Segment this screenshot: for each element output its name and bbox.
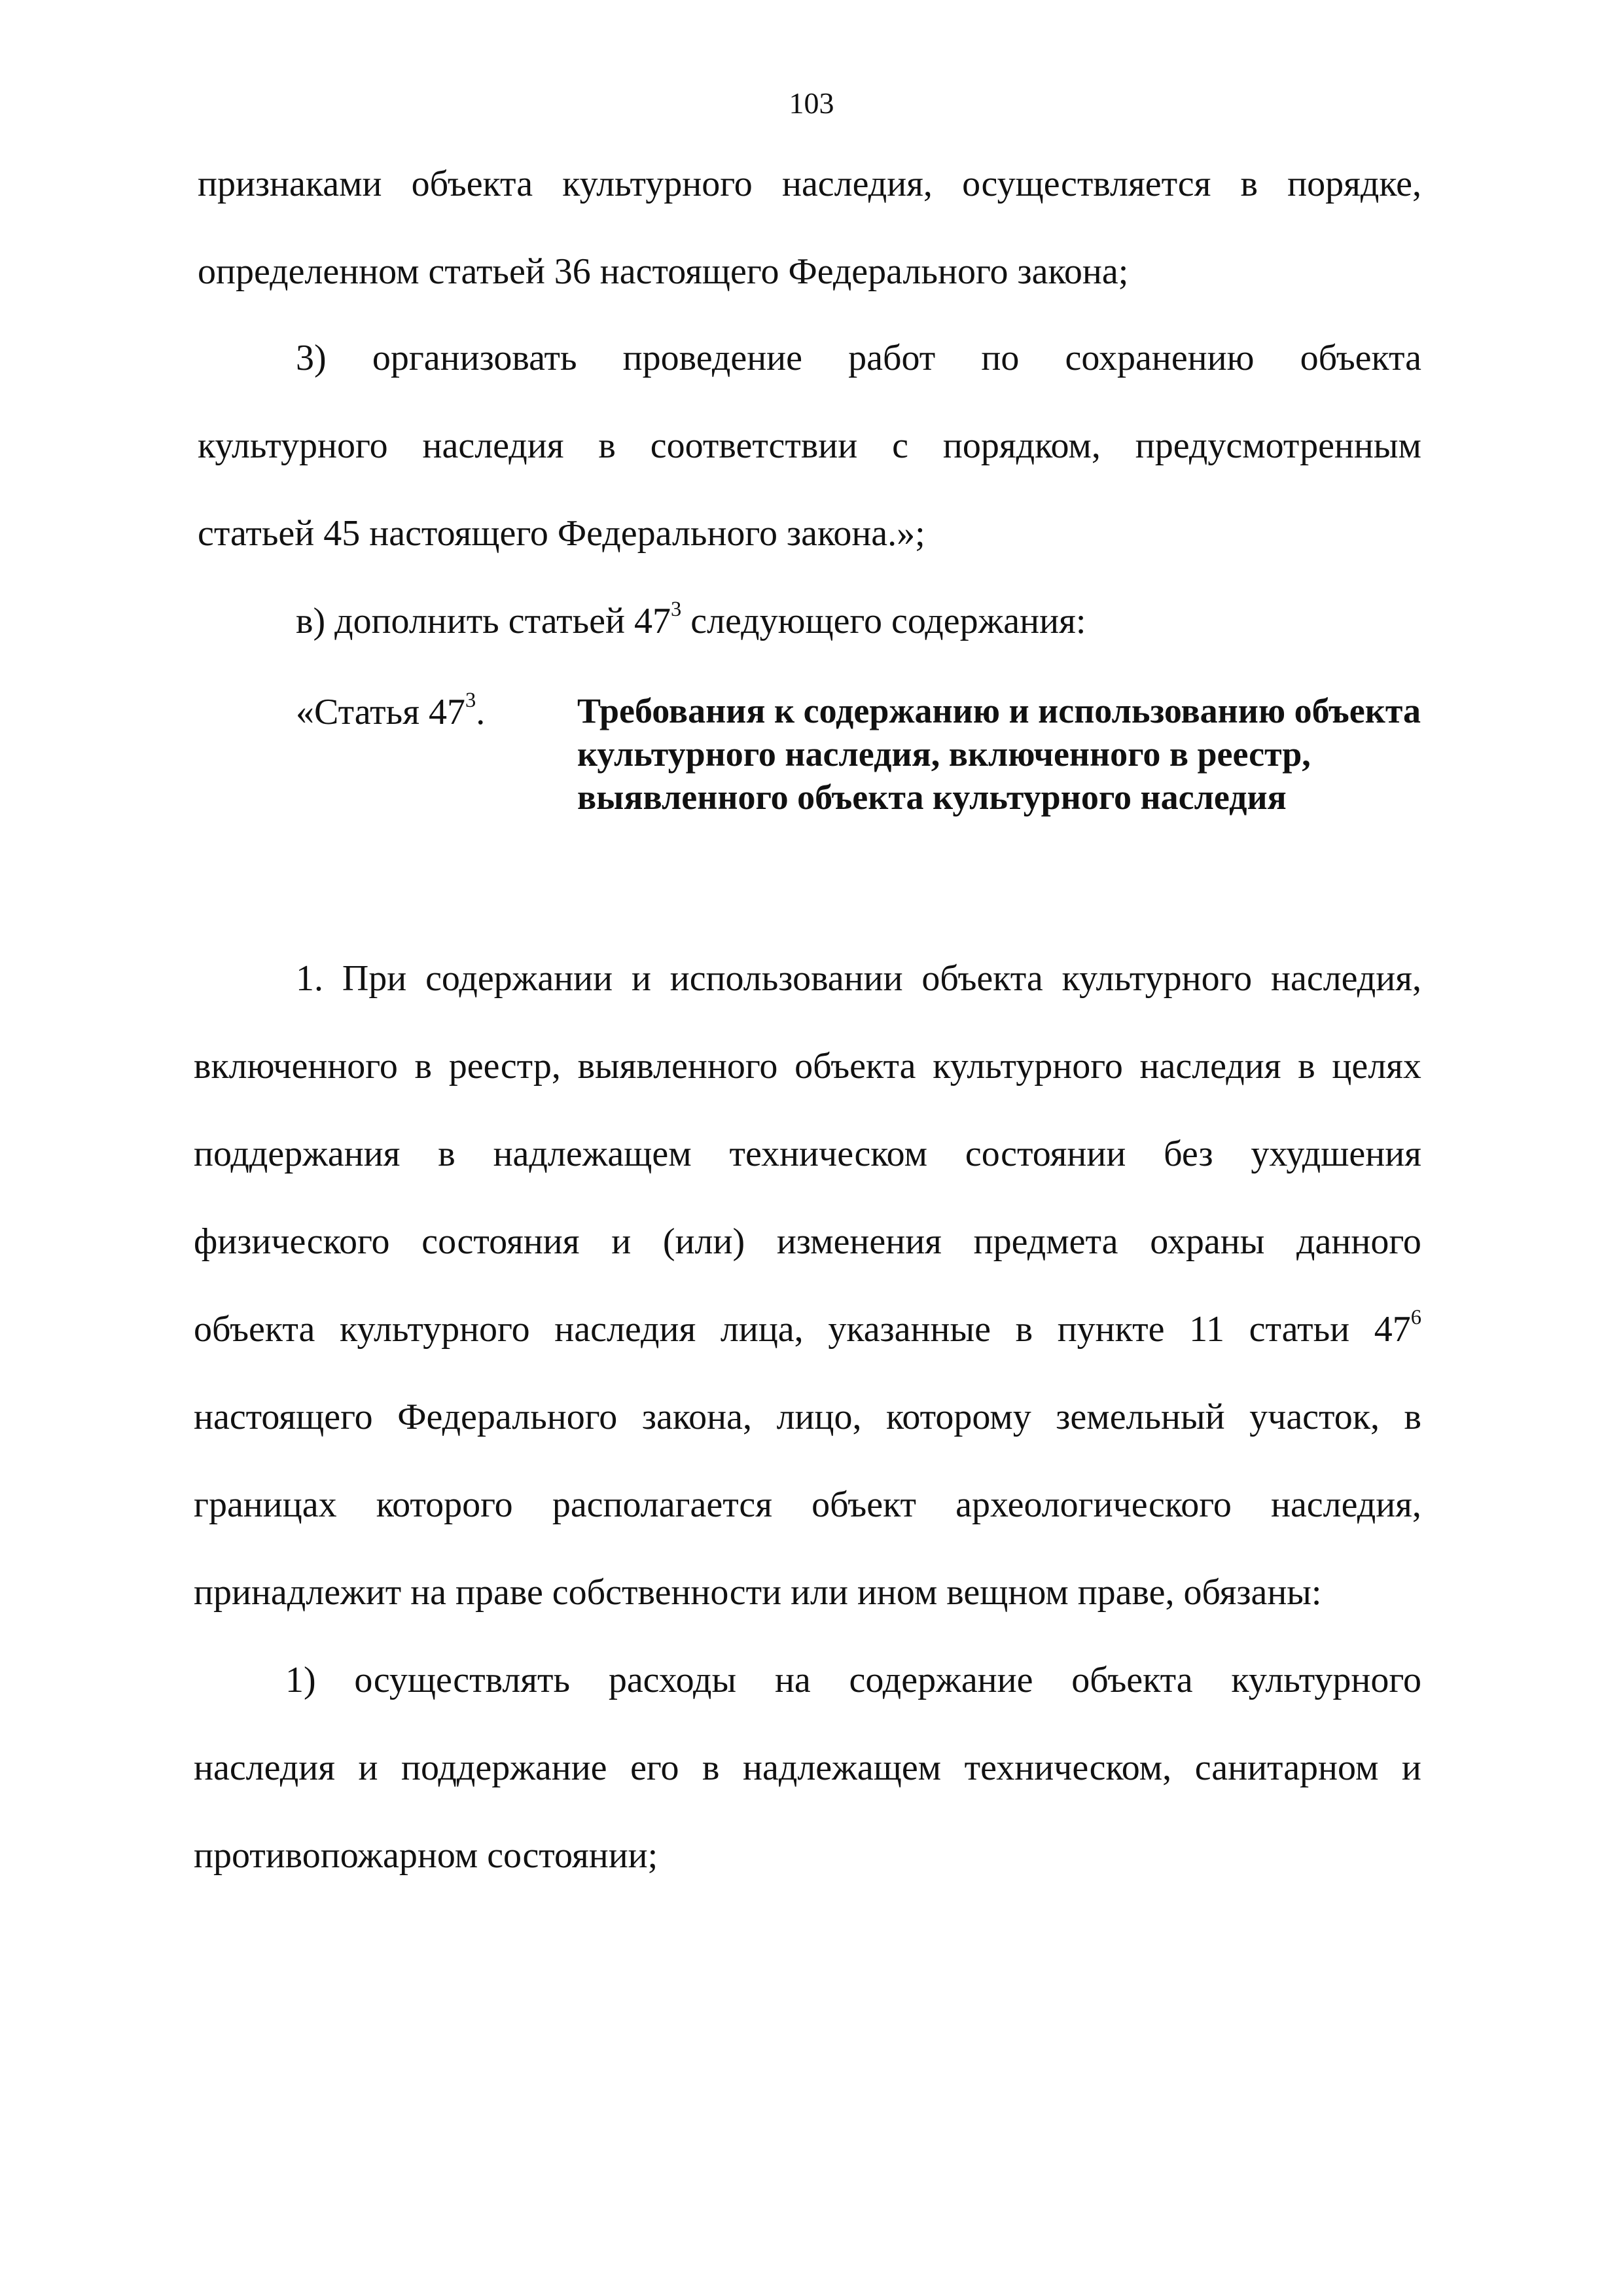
paragraph-line: культурного наследия в соответствии с порядком, предусмотренным: [198, 425, 1421, 466]
list-item-3: 3) организовать проведение работ по сохранению объекта: [296, 338, 1421, 378]
paragraph-line: определенном статьей 36 настоящего Федерального закона;: [198, 251, 1129, 292]
paragraph-line: статьей 45 настоящего Федерального закона.»;: [198, 513, 925, 554]
subitem-1-line: наследия и поддержание его в надлежащем техническом, санитарном и: [194, 1748, 1421, 1788]
clause-1-line: принадлежит на праве собственности или ином вещном праве, обязаны:: [194, 1572, 1322, 1613]
clause-1-line: границах которого располагается объект археологического наследия,: [194, 1484, 1421, 1525]
clause-1-line: объекта культурного наследия лица, указанные в пункте 11 статьи $47^6$: [194, 1306, 1421, 1350]
paragraph-line: признаками объекта культурного наследия, осуществляется в порядке,: [198, 164, 1421, 204]
subitem-1-line: противопожарном состоянии;: [194, 1835, 658, 1876]
article-title: Требования к содержанию и использованию объекта культурного наследия, включенного в реестр, выявленного объекта культурного наследия: [577, 691, 1421, 817]
clause-1-line: 1. При содержании и использовании объекта культурного наследия,: [296, 958, 1421, 999]
clause-1-line: настоящего Федерального закона, лицо, которому земельный участок, в: [194, 1397, 1421, 1437]
subitem-1-line: 1) осуществлять расходы на содержание объекта культурного: [285, 1660, 1421, 1700]
clause-1-line: поддержания в надлежащем техническом состоянии без ухудшения: [194, 1134, 1421, 1174]
article-label: «Статья $47^3$.: [296, 689, 486, 732]
page-number: 103: [789, 86, 834, 120]
clause-1-line: включенного в реестр, выявленного объекта культурного наследия в целях: [194, 1046, 1421, 1086]
amendment-instruction: в) дополнить статьей $47^3$ следующего содержания:: [296, 598, 1086, 641]
clause-1-line: физического состояния и (или) изменения предмета охраны данного: [194, 1221, 1421, 1262]
